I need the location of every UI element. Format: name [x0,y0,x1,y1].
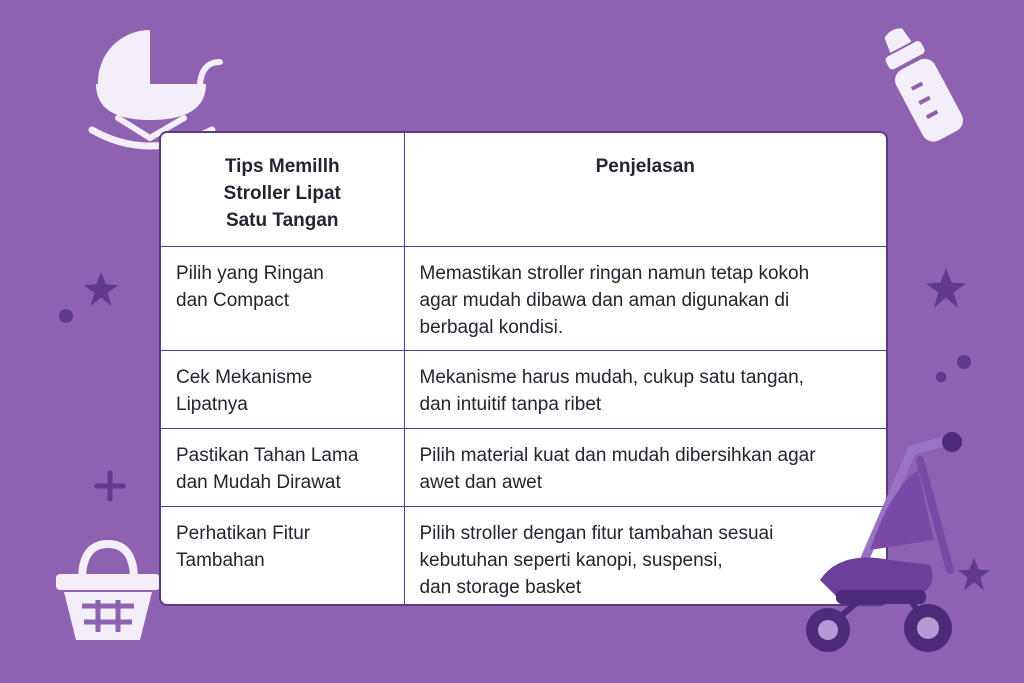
tips-table-card [159,131,888,606]
table-row [161,428,886,506]
table-header-tips: Tips Memillh Stroller Lipat Satu Tangan [161,133,404,246]
dot-icon [956,354,972,370]
table-row [161,350,886,428]
star-icon [924,266,968,310]
table-row [161,506,886,604]
plus-icon [94,470,126,502]
baby-bottle-icon [872,22,972,152]
desc-cell: Mekanisme harus mudah, cukup satu tangan, dan intuitif tanpa ribet [404,350,886,428]
tip-cell: Cek Mekanisme Lipatnya [161,350,404,428]
desc-cell: Pilih stroller dengan fitur tambahan sesuai kebutuhan seperti kanopi, suspensi, dan storage basket [404,506,886,604]
shopping-basket-icon [54,536,164,646]
desc-cell: Pilih material kuat dan mudah dibersihkan agar awet dan awet [404,428,886,506]
table-row [161,246,886,350]
tip-cell: Perhatikan Fitur Tambahan [161,506,404,604]
dot-icon [934,370,948,384]
table-header-row [161,133,886,246]
stroller-icon [800,430,980,660]
star-icon [82,270,120,308]
dot-icon [58,308,74,324]
table-header-penjelasan: Penjelasan [404,133,886,246]
tip-cell: Pastikan Tahan Lama dan Mudah Dirawat [161,428,404,506]
tip-cell: Pilih yang Ringan dan Compact [161,246,404,350]
tips-table [161,133,886,604]
desc-cell: Memastikan stroller ringan namun tetap kokoh agar mudah dibawa dan aman digunakan di berbagal kondisi. [404,246,886,350]
